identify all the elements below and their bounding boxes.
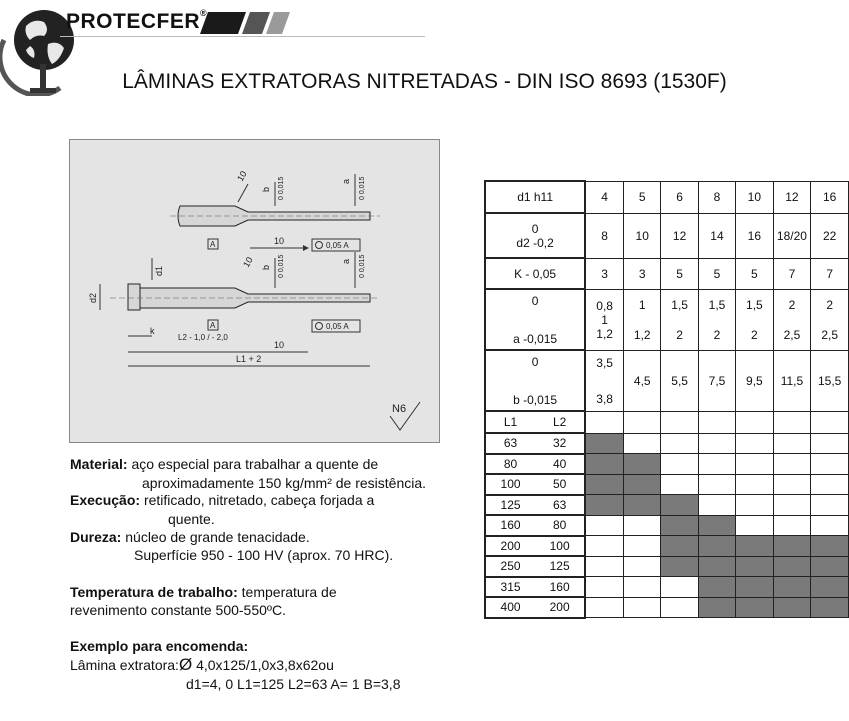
length-row	[485, 597, 849, 618]
spec-temperatura	[70, 583, 337, 602]
material-label: Material:	[70, 456, 128, 472]
available-cell	[698, 515, 735, 536]
spec-dureza	[70, 528, 310, 547]
available-cell	[661, 515, 698, 536]
length-rows	[485, 433, 849, 618]
l2-label: L2 - 1,0 / - 2,0	[178, 333, 228, 342]
empty-cell	[661, 577, 698, 598]
temperatura-text: temperatura de	[241, 584, 337, 600]
available-cell	[736, 577, 773, 598]
l1-value: 63	[503, 436, 518, 451]
spec-dureza-line2: Superfície 950 - 100 HV (aprox. 70 HRC).	[134, 547, 394, 563]
empty-cell	[585, 515, 623, 536]
exemplo-heading: Exemplo para encomenda:	[70, 638, 249, 654]
empty-cell	[624, 597, 661, 618]
available-cell	[811, 536, 849, 557]
dureza-label: Dureza:	[70, 529, 122, 545]
l1-value: 160	[500, 518, 521, 533]
l2-value: 125	[549, 559, 570, 574]
a-mid-tol: 0 0,015	[359, 254, 366, 278]
empty-cell	[698, 433, 735, 454]
surface-finish-label: N6	[392, 403, 407, 415]
length-row	[485, 454, 849, 475]
datum-a-bot: A	[210, 321, 216, 330]
l1-value: 80	[503, 456, 518, 471]
a-top-tol: 0 0,015	[359, 176, 366, 200]
empty-cell	[698, 495, 735, 516]
execucao-label: Execução:	[70, 492, 141, 508]
page-title: LÂMINAS EXTRATORAS NITRETADAS - DIN ISO 8693 (1530F)	[122, 70, 727, 93]
dureza-text: núcleo de grande tenacidade.	[125, 529, 310, 545]
l2-value: 63	[552, 497, 567, 512]
available-cell	[773, 577, 811, 598]
a-header: 0 a -0,015	[485, 289, 585, 350]
l2-value: 80	[552, 518, 567, 533]
l1-header: L1	[503, 415, 518, 429]
material-text: aço especial para trabalhar a quente de	[131, 456, 379, 472]
brand-name: PROTECFER®	[66, 8, 208, 33]
spec-execucao	[70, 491, 374, 510]
empty-cell	[811, 474, 849, 495]
brand-stripes	[200, 12, 290, 39]
l2-value: 32	[552, 436, 567, 451]
empty-cell	[661, 454, 698, 475]
row-a: 0 a -0,015 0,8 1 1,2 1 1,2 1,5 2 1,5 2 1,5 2 2 2,5 2 2,5	[485, 289, 849, 350]
available-cell	[698, 597, 735, 618]
l1-value: 400	[500, 600, 521, 615]
l2-value: 100	[549, 538, 570, 553]
empty-cell	[624, 433, 661, 454]
empty-cell	[736, 474, 773, 495]
available-cell	[661, 556, 698, 577]
available-cell	[585, 454, 623, 475]
empty-cell	[661, 433, 698, 454]
dimension-table	[484, 180, 849, 619]
empty-cell	[661, 597, 698, 618]
d2-header: 0 d2 -0,2	[485, 213, 585, 258]
empty-cell	[773, 495, 811, 516]
b-top-tol: 0 0,015	[278, 176, 285, 200]
l2-header: L2	[552, 415, 567, 429]
a-mid-label: a	[341, 258, 351, 264]
l1-label: L1 + 2	[236, 354, 262, 364]
available-cell	[698, 556, 735, 577]
length-row	[485, 433, 849, 454]
empty-cell	[773, 433, 811, 454]
length-row	[485, 556, 849, 577]
runout-top: 0,05 A	[326, 241, 349, 250]
empty-cell	[698, 454, 735, 475]
l1-value: 100	[500, 477, 521, 492]
available-cell	[624, 454, 661, 475]
exemplo-line2: d1=4, 0 L1=125 L2=63 A= 1 B=3,8	[186, 676, 401, 692]
empty-cell	[811, 515, 849, 536]
l2-value: 160	[549, 579, 570, 594]
execucao-text: retificado, nitretado, cabeça forjada a	[143, 492, 375, 508]
top-part-outline	[170, 206, 380, 226]
empty-cell	[773, 474, 811, 495]
l2-value: 40	[552, 456, 567, 471]
angle-10-mid-label: 10	[241, 255, 255, 269]
k-header: K - 0,05	[485, 258, 585, 289]
empty-cell	[585, 536, 623, 557]
available-cell	[811, 577, 849, 598]
main-part-outline	[110, 284, 380, 310]
b-top-label: b	[261, 186, 271, 192]
empty-cell	[624, 577, 661, 598]
empty-cell	[773, 454, 811, 475]
l1-value: 250	[500, 559, 521, 574]
empty-cell	[773, 515, 811, 536]
spec-execucao-line2: quente.	[168, 511, 215, 527]
available-cell	[585, 474, 623, 495]
d1-label: d1	[154, 265, 164, 276]
empty-cell	[661, 474, 698, 495]
runout-bot: 0,05 A	[326, 322, 349, 331]
row-d1: d1 h11 4 5 6 8 10 12 16	[485, 181, 849, 213]
diameter-symbol: Ø	[178, 655, 193, 674]
datum-a-top: A	[210, 240, 216, 249]
dim-10-top: 10	[274, 236, 285, 246]
available-cell	[811, 597, 849, 618]
exemplo-line1: Lâmina extratora:Ø 4,0x125/1,0x3,8x62ou	[70, 655, 334, 674]
length-row	[485, 474, 849, 495]
a-top-label: a	[341, 178, 351, 184]
b-header: 0 b -0,015	[485, 350, 585, 411]
l2-value: 50	[552, 477, 567, 492]
l1-value: 125	[500, 497, 521, 512]
empty-cell	[811, 454, 849, 475]
row-b: 0 b -0,015 3,5 3,8 4,5 5,5 7,5 9,5 11,5 15,5	[485, 350, 849, 411]
empty-cell	[585, 577, 623, 598]
available-cell	[624, 474, 661, 495]
available-cell	[698, 536, 735, 557]
available-cell	[773, 536, 811, 557]
d1-header: d1 h11	[485, 181, 585, 213]
available-cell	[661, 495, 698, 516]
dim-10-bot: 10	[274, 340, 285, 350]
technical-drawing	[69, 139, 440, 443]
spec-material-line2: aproximadamente 150 kg/mm² de resistência.	[142, 475, 427, 491]
empty-cell	[698, 474, 735, 495]
empty-cell	[585, 597, 623, 618]
row-k: K - 0,05 3 3 5 5 5 7 7	[485, 258, 849, 289]
empty-cell	[624, 556, 661, 577]
empty-cell	[736, 454, 773, 475]
length-row	[485, 577, 849, 598]
available-cell	[585, 433, 623, 454]
header-rule	[60, 36, 425, 37]
available-cell	[736, 597, 773, 618]
available-cell	[736, 536, 773, 557]
length-row	[485, 515, 849, 536]
d2-label: d2	[88, 292, 98, 303]
empty-cell	[811, 495, 849, 516]
available-cell	[624, 495, 661, 516]
length-row	[485, 536, 849, 557]
angle-10-top-label: 10	[235, 169, 249, 183]
available-cell	[661, 536, 698, 557]
b-mid-tol: 0 0,015	[278, 254, 285, 278]
k-label: k	[150, 326, 155, 336]
spec-material	[70, 455, 378, 474]
b-mid-label: b	[261, 264, 271, 270]
empty-cell	[736, 433, 773, 454]
l2-value: 200	[549, 600, 570, 615]
empty-cell	[736, 515, 773, 536]
available-cell	[698, 577, 735, 598]
available-cell	[736, 556, 773, 577]
length-row	[485, 495, 849, 516]
available-cell	[811, 556, 849, 577]
l1-value: 200	[500, 538, 521, 553]
available-cell	[585, 495, 623, 516]
empty-cell	[624, 515, 661, 536]
row-length-header	[485, 411, 849, 433]
empty-cell	[736, 495, 773, 516]
l1-value: 315	[500, 579, 521, 594]
spec-temperatura-line2: revenimento constante 500-550ºC.	[70, 602, 287, 618]
available-cell	[773, 556, 811, 577]
available-cell	[773, 597, 811, 618]
row-d2: 0 d2 -0,2 8 10 12 14 16 18/20 22	[485, 213, 849, 258]
empty-cell	[624, 536, 661, 557]
empty-cell	[811, 433, 849, 454]
temperatura-label: Temperatura de trabalho:	[70, 584, 238, 600]
empty-cell	[585, 556, 623, 577]
